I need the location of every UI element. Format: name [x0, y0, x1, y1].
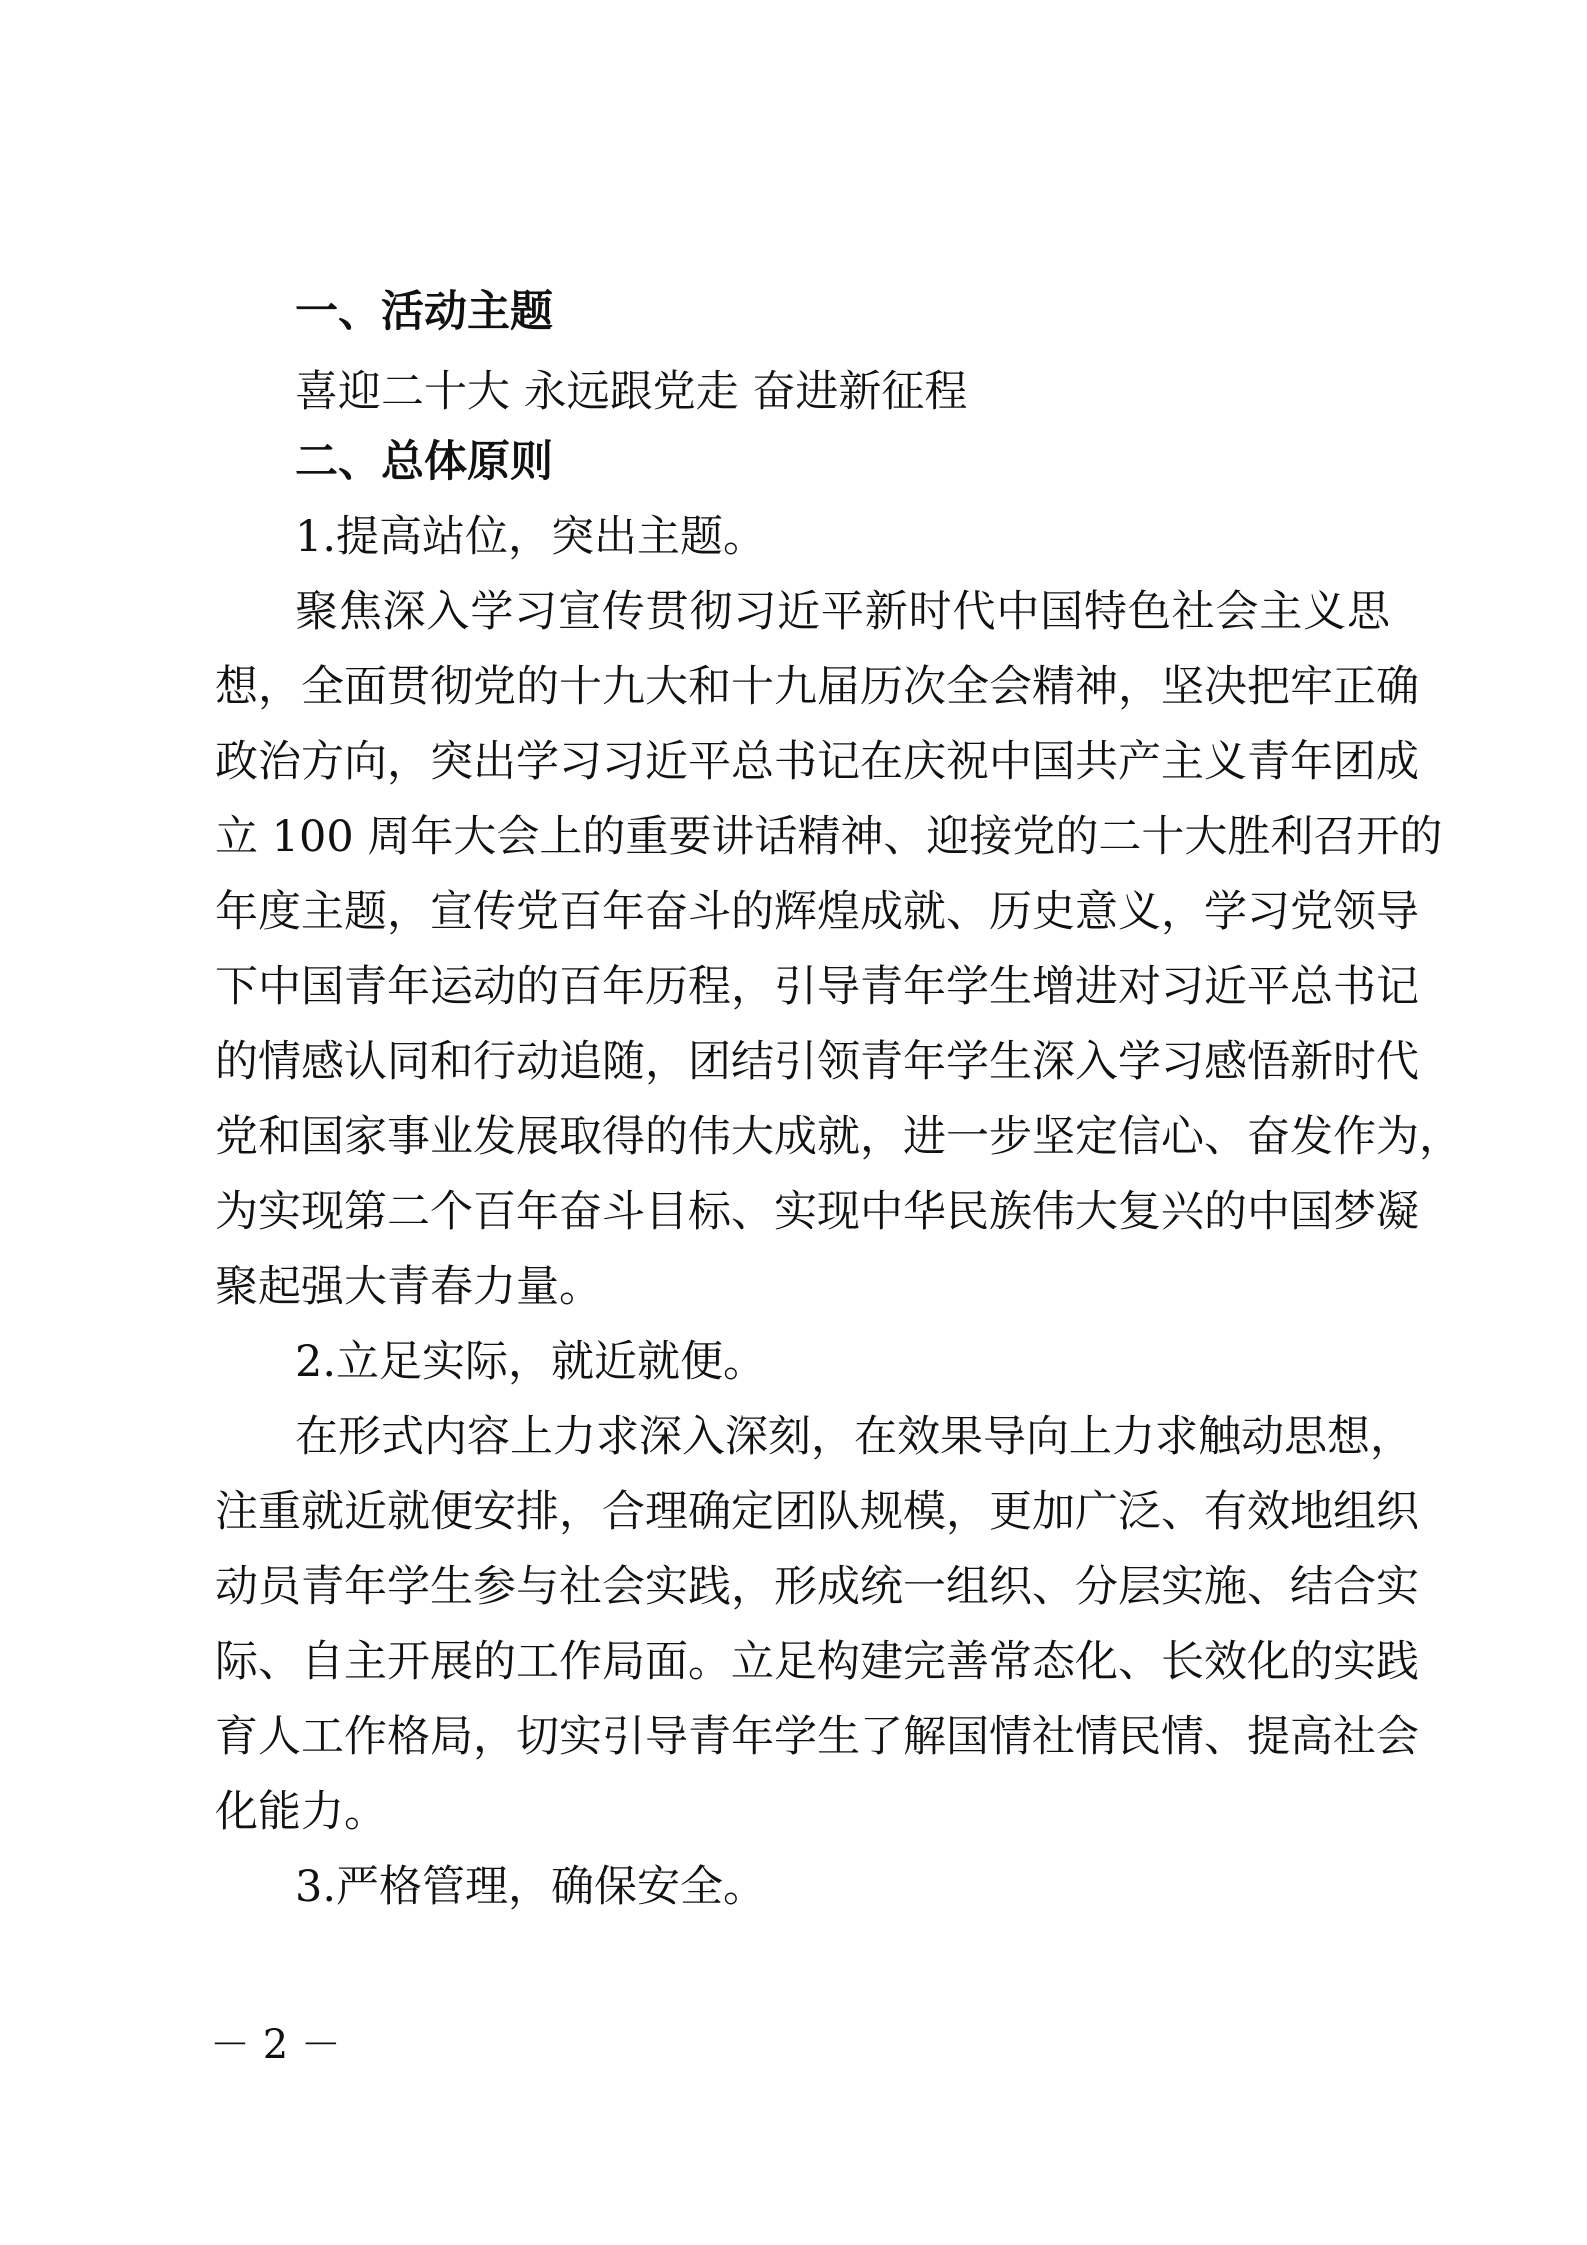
principle-1-line: 聚焦深入学习宣传贯彻习近平新时代中国特色社会主义思	[295, 587, 1390, 637]
principle-2-title: 2.立足实际，就近就便。	[295, 1337, 767, 1387]
principle-1-line: 想，全面贯彻党的十九大和十九届历次全会精神，坚决把牢正确	[215, 662, 1419, 712]
principle-3-title: 3.严格管理，确保安全。	[295, 1862, 767, 1912]
section-heading-activity-theme: 一、活动主题	[295, 287, 553, 337]
principle-2-line: 际、自主开展的工作局面。立足构建完善常态化、长效化的实践	[215, 1637, 1419, 1687]
principle-2-line: 育人工作格局，切实引导青年学生了解国情社情民情、提高社会	[215, 1712, 1419, 1762]
principle-1-line: 的情感认同和行动追随，团结引领青年学生深入学习感悟新时代	[215, 1037, 1419, 1087]
principle-1-line: 党和国家事业发展取得的伟大成就，进一步坚定信心、奋发作为，	[215, 1112, 1462, 1162]
section-heading-general-principles: 二、总体原则	[295, 437, 553, 487]
principle-1-line: 立 100 周年大会上的重要讲话精神、迎接党的二十大胜利召开的	[215, 812, 1443, 862]
principle-2-line: 在形式内容上力求深入深刻，在效果导向上力求触动思想，	[295, 1412, 1413, 1462]
principle-1-line: 政治方向，突出学习习近平总书记在庆祝中国共产主义青年团成	[215, 737, 1419, 787]
principle-2-line: 化能力。	[215, 1787, 387, 1837]
principle-2-line: 动员青年学生参与社会实践，形成统一组织、分层实施、结合实	[215, 1562, 1419, 1612]
principle-1-line: 为实现第二个百年奋斗目标、实现中华民族伟大复兴的中国梦凝	[215, 1187, 1419, 1237]
principle-1-title: 1.提高站位，突出主题。	[295, 512, 767, 562]
activity-theme-text: 喜迎二十大 永远跟党走 奋进新征程	[295, 367, 968, 417]
principle-1-line: 聚起强大青春力量。	[215, 1262, 602, 1312]
page-number: － 2 －	[210, 2022, 341, 2068]
principle-1-line: 年度主题，宣传党百年奋斗的辉煌成就、历史意义，学习党领导	[215, 887, 1419, 937]
principle-1-line: 下中国青年运动的百年历程，引导青年学生增进对习近平总书记	[215, 962, 1419, 1012]
principle-2-line: 注重就近就便安排，合理确定团队规模，更加广泛、有效地组织	[215, 1487, 1419, 1537]
